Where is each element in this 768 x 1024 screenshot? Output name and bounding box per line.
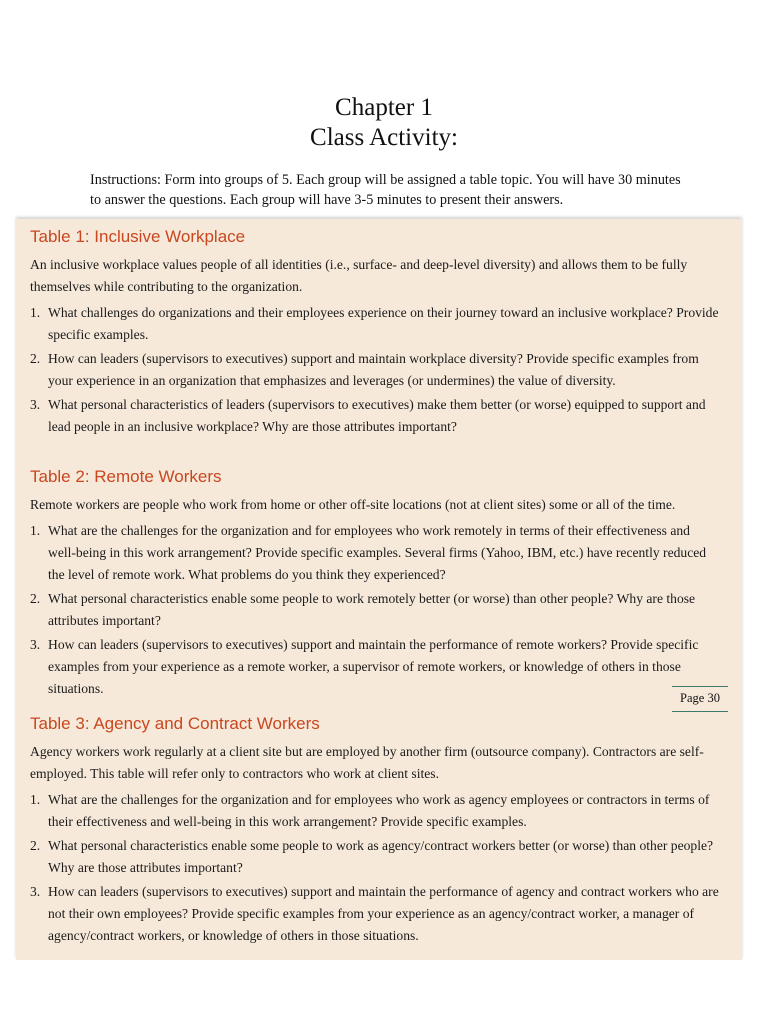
- table-2-heading: Table 2: Remote Workers: [30, 467, 222, 486]
- question-number: 2.: [30, 591, 41, 606]
- question-number: 2.: [30, 351, 41, 366]
- page-number-label: Page 30: [672, 686, 728, 712]
- question-item: [30, 634, 720, 700]
- table-3-intro: Agency workers work regularly at a client site but are employed by another firm (outsource company). Contractors are self-employed. This table will refer only to contractors who work at client sites.: [30, 744, 704, 781]
- question-text: How can leaders (supervisors to executives) support and maintain the performance of agency and contract workers who are not their own employees? Provide specific examples from your experience as an agency/contract worker, a manager of agency/contract workers, or knowledge of others in those situations.: [48, 884, 719, 943]
- question-text: What personal characteristics enable some people to work remotely better (or worse) than other people? Why are those attributes important?: [48, 591, 696, 628]
- table-3-questions: [30, 789, 720, 947]
- chapter-heading: Chapter 1: [335, 94, 433, 121]
- page-title: [0, 93, 768, 153]
- question-text: What are the challenges for the organization and for employees who work remotely in terms of their effectiveness and well-being in this work arrangement? Provide specific examples. Several firms (Yahoo, IBM, etc.) have recently reduced the level of remote work. What problems do you think they experienced?: [48, 523, 707, 582]
- question-item: [30, 520, 720, 586]
- question-number: 3.: [30, 637, 41, 652]
- table-3-section: [30, 713, 720, 949]
- activity-heading: Class Activity:: [310, 124, 458, 151]
- question-number: 2.: [30, 838, 41, 853]
- question-item: [30, 789, 720, 833]
- question-number: 1.: [30, 792, 41, 807]
- question-number: 3.: [30, 884, 41, 899]
- table-1-section: [30, 226, 720, 440]
- question-number: 1.: [30, 523, 41, 538]
- question-text: How can leaders (supervisors to executives) support and maintain the performance of remote workers? Provide specific examples from your experience as a remote worker, a supervisor of remote workers, or knowledge of others in those situations.: [48, 637, 699, 696]
- question-item: [30, 302, 720, 346]
- table-2-section: [30, 466, 720, 702]
- question-text: What challenges do organizations and their employees experience on their journey toward an inclusive workplace? Provide specific examples.: [48, 305, 719, 342]
- question-item: [30, 394, 720, 438]
- question-item: [30, 348, 720, 392]
- table-1-heading: Table 1: Inclusive Workplace: [30, 227, 246, 246]
- table-1-questions: [30, 302, 720, 438]
- instructions-text: Instructions: Form into groups of 5. Each group will be assigned a table topic. You will have 30 minutes to answer the questions. Each group will have 3-5 minutes to present their answers.: [90, 172, 681, 208]
- table-3-heading: Table 3: Agency and Contract Workers: [30, 714, 320, 733]
- question-item: [30, 835, 720, 879]
- question-number: 3.: [30, 397, 41, 412]
- question-text: What are the challenges for the organization and for employees who work as agency employees or contractors in terms of their effectiveness and well-being in this work arrangement? Provide specific examples.: [48, 792, 710, 829]
- question-item: [30, 881, 720, 947]
- question-text: What personal characteristics of leaders (supervisors to executives) make them better (or worse) equipped to support and lead people in an inclusive workplace? Why are those attributes important?: [48, 397, 706, 434]
- table-2-questions: [30, 520, 720, 700]
- table-1-intro: An inclusive workplace values people of all identities (i.e., surface- and deep-level diversity) and allows them to be fully themselves while contributing to the organization.: [30, 257, 688, 294]
- question-text: How can leaders (supervisors to executives) support and maintain workplace diversity? Provide specific examples from your experience in an organization that emphasizes and leverages (or undermines) the value of diversity.: [48, 351, 699, 388]
- table-2-intro: Remote workers are people who work from home or other off-site locations (not at client sites) some or all of the time.: [30, 497, 676, 512]
- question-number: 1.: [30, 305, 41, 320]
- question-text: What personal characteristics enable some people to work as agency/contract workers better (or worse) than other people? Why are those attributes important?: [48, 838, 714, 875]
- question-item: [30, 588, 720, 632]
